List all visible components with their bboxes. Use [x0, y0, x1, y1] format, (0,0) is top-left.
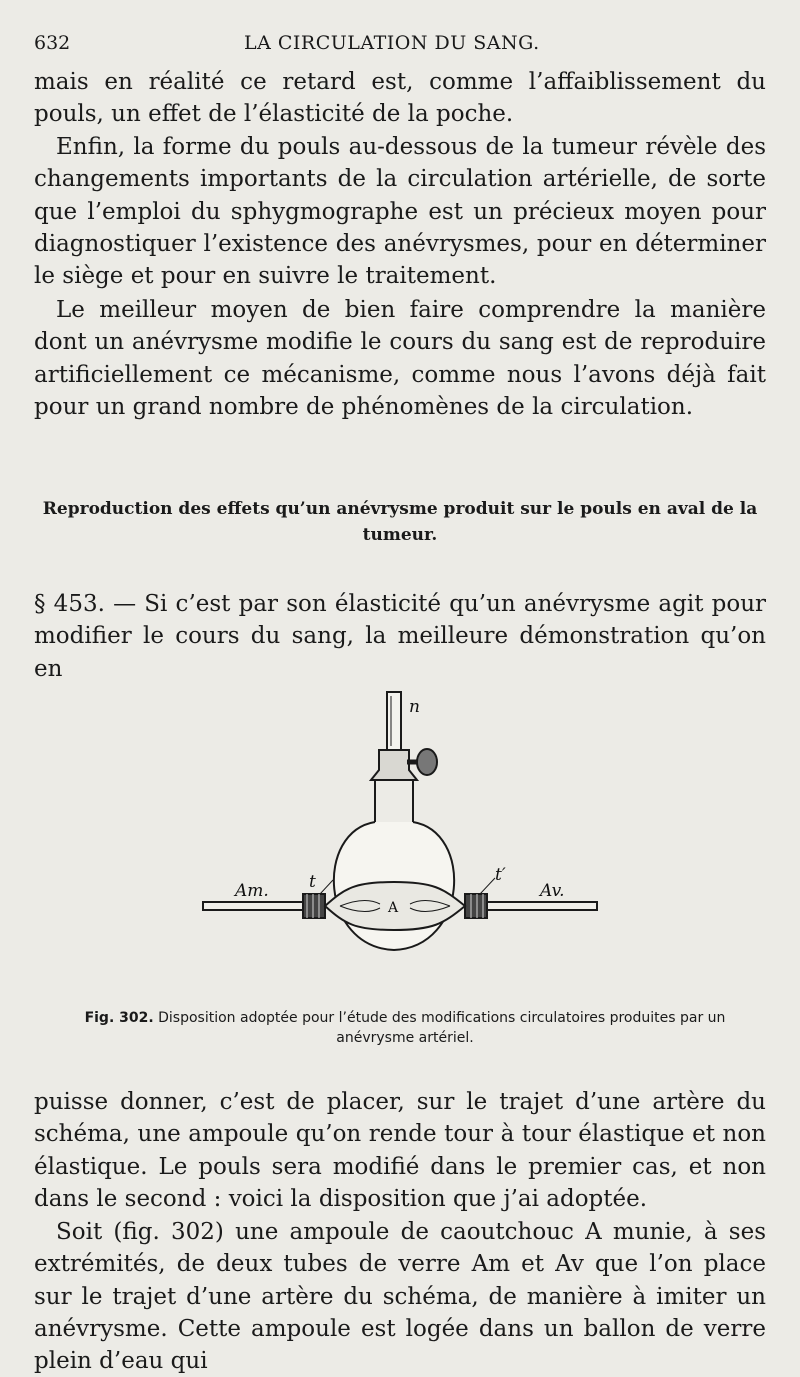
- stopper-t: [303, 894, 325, 918]
- figure-caption: [60, 1008, 750, 1048]
- tube-am: [203, 902, 303, 910]
- caption-text: Disposition adoptée pour l’étude des modifications circulatoires produites par un anévrysme artériel.: [158, 1010, 726, 1046]
- paragraph-4: § 453. — Si c’est par son élasticité qu’un anévrysme agit pour modifier le cours du sang, la meilleure démonstration qu’on en: [34, 591, 766, 682]
- tube-av: [487, 902, 597, 910]
- label-t-prime: t′: [495, 865, 506, 885]
- flask-neck: [375, 780, 413, 822]
- stopper-t-prime: [465, 894, 487, 918]
- valve-body: [371, 750, 417, 780]
- paragraph-5: puisse donner, c’est de placer, sur le trajet d’une artère du schéma, une ampoule qu’on rende tour à tour élastique et non élastique. Le pouls sera modifié dans le premier cas, et non dans le second : voici la disposition que j’ai adoptée.: [34, 1089, 766, 1212]
- top-glass-tube: [387, 692, 401, 750]
- label-t: t: [309, 872, 316, 892]
- paragraph-6: Soit (fig. 302) une ampoule de caoutchouc A munie, à ses extrémités, de deux tubes de verre Am et Av que l’on place sur le trajet d’une artère du schéma, de manière à imiter un anévrysme. Cette ampoule est logée dans un ballon de verre plein d’eau qui: [34, 1219, 766, 1375]
- figure-302-apparatus: [195, 682, 615, 1002]
- label-am: Am.: [235, 881, 269, 901]
- label-n: n: [409, 697, 420, 717]
- label-a: A: [388, 900, 399, 916]
- valve-handle: [417, 749, 437, 775]
- running-title: LA CIRCULATION DU SANG.: [244, 32, 540, 54]
- paragraph-2: Enfin, la forme du pouls au-dessous de la tumeur révèle des changements importants de la circulation artérielle, de sorte que l’emploi du sphygmographe est un précieux moyen pour diagnostiquer l’existence des anévrysmes, pour en déterminer le siège et pour en suivre le traitement.: [34, 134, 766, 290]
- label-av: Av.: [540, 881, 565, 901]
- caption-number: Fig. 302.: [84, 1010, 154, 1026]
- section-title: Reproduction des effets qu’un anévrysme produit sur le pouls en aval de la tumeur.: [42, 499, 758, 545]
- paragraph-1: mais en réalité ce retard est, comme l’affaiblissement du pouls, un effet de l’élasticité de la poche.: [34, 69, 766, 128]
- paragraph-3: Le meilleur moyen de bien faire comprendre la manière dont un anévrysme modifie le cours du sang est de reproduire artificiellement ce mécanisme, comme nous l’avons déjà fait pour un grand nombre de phénomènes de la circulation.: [34, 297, 766, 420]
- page-number: 632: [34, 32, 71, 54]
- running-header: [34, 32, 760, 60]
